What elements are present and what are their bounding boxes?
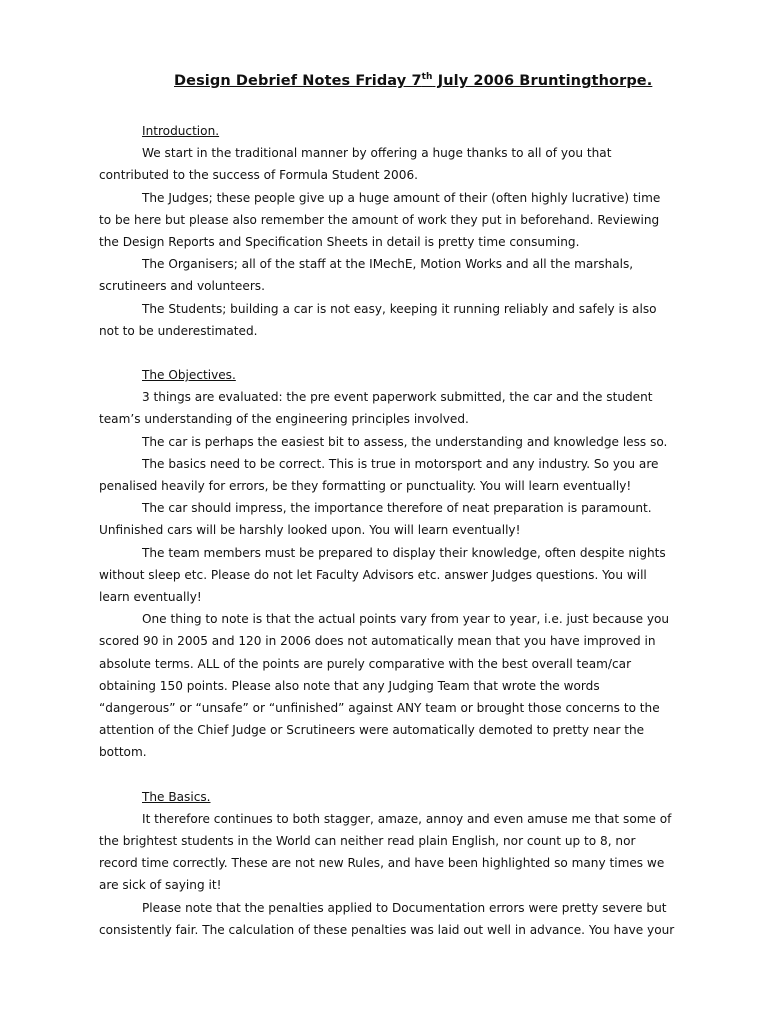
text-line: The Organisers; all of the staff at the IMechE, Motion Works and all the marshals, xyxy=(142,257,634,272)
text-line: obtaining 150 points. Please also note that any Judging Team that wrote the words xyxy=(99,678,600,693)
section-heading: The Objectives. xyxy=(142,368,236,383)
blank-line xyxy=(99,763,669,785)
text-line: The car is perhaps the easiest bit to assess, the understanding and knowledge less so. xyxy=(142,434,668,449)
title-superscript: th xyxy=(421,72,433,82)
text-line: the Design Reports and Specification Sheets in detail is pretty time consuming. xyxy=(99,234,580,249)
text-line: The Students; building a car is not easy, keeping it running reliably and safely is also xyxy=(142,301,657,316)
text-line: absolute terms. ALL of the points are purely comparative with the best overall team/car xyxy=(99,656,632,671)
text-line: The basics need to be correct. This is true in motorsport and any industry. So you are xyxy=(142,456,659,471)
blank-line xyxy=(99,342,669,364)
text-line: penalised heavily for errors, be they formatting or punctuality. You will learn eventually! xyxy=(99,479,632,493)
text-line: One thing to note is that the actual points vary from year to year, i.e. just because you xyxy=(142,612,670,627)
text-line: without sleep etc. Please do not let Faculty Advisors etc. answer Judges questions. You will xyxy=(99,567,647,582)
text-line: The Judges; these people give up a huge amount of their (often highly lucrative) time xyxy=(142,190,661,205)
text-line: team’s understanding of the engineering principles involved. xyxy=(99,412,469,427)
text-line: the brightest students in the World can neither read plain English, nor count up to 8, nor xyxy=(99,834,636,848)
text-line: to be here but please also remember the amount of work they put in beforehand. Reviewing xyxy=(99,212,660,227)
title-prefix: Design Debrief Notes Friday 7 xyxy=(174,73,422,89)
text-line: are sick of saying it! xyxy=(99,878,222,893)
text-line: It therefore continues to both stagger, amaze, annoy and even amuse me that some of xyxy=(142,811,672,826)
text-line: attention of the Chief Judge or Scrutineers were automatically demoted to pretty near the xyxy=(99,723,645,738)
text-line: 3 things are evaluated: the pre event paperwork submitted, the car and the student xyxy=(142,390,653,405)
text-line: bottom. xyxy=(99,745,147,760)
text-line: learn eventually! xyxy=(99,589,202,604)
text-line: The car should impress, the importance therefore of neat preparation is paramount. xyxy=(142,501,652,516)
text-line: record time correctly. These are not new Rules, and have been highlighted so many times we xyxy=(99,856,665,871)
title-suffix: July 2006 Bruntingthorpe. xyxy=(432,73,653,89)
text-line: Unfinished cars will be harshly looked upon. You will learn eventually! xyxy=(99,523,521,538)
text-line: Please note that the penalties applied to Documentation errors were pretty severe but xyxy=(142,900,667,915)
section-heading: The Basics. xyxy=(142,789,211,804)
text-line: We start in the traditional manner by offering a huge thanks to all of you that xyxy=(142,146,612,161)
section-heading: Introduction. xyxy=(142,124,220,138)
text-line: The team members must be prepared to display their knowledge, often despite nights xyxy=(142,545,666,560)
text-line: “dangerous” or “unsafe” or “unfinished” against ANY team or brought those concerns to the xyxy=(99,700,660,715)
document-body xyxy=(99,120,675,941)
text-line: consistently fair. The calculation of these penalties was laid out well in advance. You have your xyxy=(99,922,675,937)
text-line: scrutineers and volunteers. xyxy=(99,279,265,294)
text-line: scored 90 in 2005 and 120 in 2006 does not automatically mean that you have improved in xyxy=(99,634,656,649)
text-line: not to be underestimated. xyxy=(99,323,258,338)
document-title xyxy=(174,72,652,89)
text-line: contributed to the success of Formula Student 2006. xyxy=(99,168,418,183)
